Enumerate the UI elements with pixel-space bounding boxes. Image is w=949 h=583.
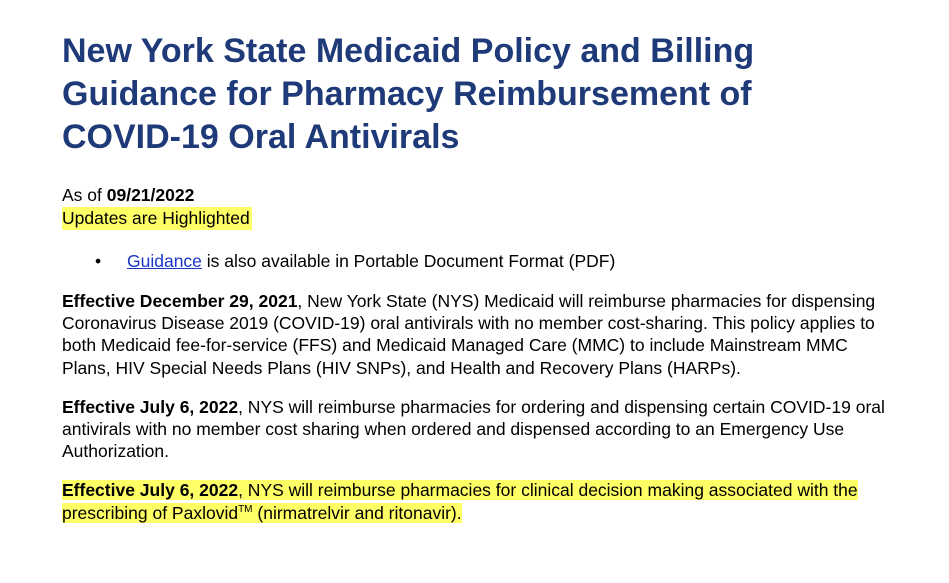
title-line-2: Guidance for Pharmacy Reimbursement of xyxy=(62,75,752,113)
as-of-label: As of xyxy=(62,185,107,205)
as-of-date: 09/21/2022 xyxy=(106,185,195,205)
paragraph-lead: Effective July 6, 2022 xyxy=(62,480,239,501)
paragraph-body-end: (nirmatrelvir and ritonavir). xyxy=(252,502,462,523)
updates-note: Updates are Highlighted xyxy=(62,208,250,228)
page-title xyxy=(62,30,892,159)
paragraph-body: , NYS will reimburse pharmacies for ordering and dispensing certain COVID-19 oral antivirals with no member cost sharing when ordered and dispensed according to an Emergency Use Authorization. xyxy=(62,396,885,462)
bullet-text: is also available in Portable Document Format (PDF) xyxy=(201,251,616,271)
paragraph-july-dispensing xyxy=(62,396,892,463)
paragraph-lead: Effective December 29, 2021 xyxy=(62,291,298,311)
document-page xyxy=(62,30,892,524)
title-line-3: COVID-19 Oral Antivirals xyxy=(62,118,460,156)
paragraph-july-clinical xyxy=(62,479,892,523)
paragraph-body: , NYS will reimburse pharmacies for clinical decision making associated with the prescribing of Paxlovid xyxy=(62,480,858,523)
guidance-link[interactable]: Guidance xyxy=(127,251,202,271)
highlighted-text xyxy=(62,480,858,522)
bullet-icon: • xyxy=(95,251,102,271)
title-line-1: New York State Medicaid Policy and Billing xyxy=(62,32,755,70)
paragraph-december xyxy=(62,290,892,379)
updates-note-wrapper xyxy=(62,207,892,230)
as-of-line xyxy=(62,184,892,207)
list-item xyxy=(62,250,892,273)
bullet-list xyxy=(62,250,892,273)
trademark-mark: TM xyxy=(238,503,253,515)
paragraph-lead: Effective July 6, 2022 xyxy=(62,396,239,417)
paragraph-body: , New York State (NYS) Medicaid will reimburse pharmacies for dispensing Coronavirus Disease 2019 (COVID-19) oral antivirals with no member cost-sharing. This policy applies to both Medicaid fee-for-service (FFS) and Medicaid Managed Care (MMC) to include Mainstream MMC Plans, HIV Special Needs Plans (HIV SNPs), and Health and Recovery Plans (HARPs). xyxy=(62,291,876,378)
